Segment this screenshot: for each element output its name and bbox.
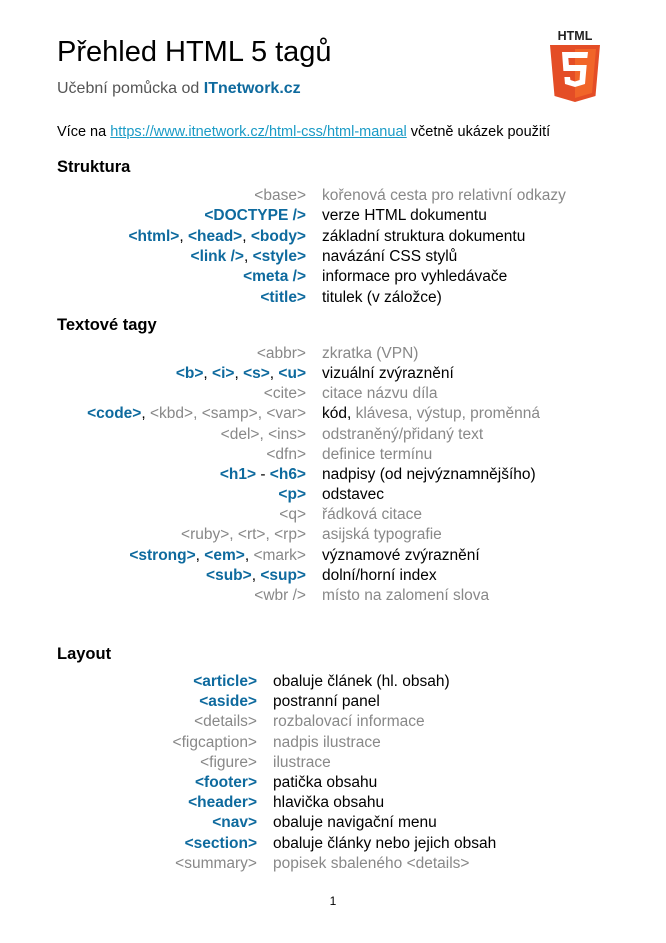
- logo-text: HTML: [557, 29, 593, 43]
- tag-description: [273, 854, 469, 874]
- tag-name: <summary>: [175, 854, 257, 872]
- description-text: titulek (v záložce): [322, 288, 442, 306]
- tag-name: <rp>: [274, 526, 306, 544]
- tag-description: [322, 404, 540, 424]
- tag-description: [322, 485, 384, 505]
- description-text: základní struktura dokumentu: [322, 227, 526, 245]
- tag-list: [129, 546, 306, 566]
- tag-row: [0, 485, 666, 505]
- tag-name: <rt>: [237, 526, 266, 544]
- tag-list: [206, 566, 306, 586]
- tag-description: [322, 267, 507, 287]
- tag-list: [243, 267, 306, 287]
- tag-name: <b>: [175, 365, 204, 383]
- tag-description: [322, 505, 422, 525]
- tag-name: <sub>: [206, 566, 252, 584]
- brand-name: ITnetwork.cz: [203, 80, 301, 97]
- tag-list: [185, 834, 257, 854]
- tag-separator: ,: [179, 227, 188, 245]
- tag-description: [322, 186, 566, 206]
- tag-description: [322, 586, 489, 606]
- tag-name: <wbr />: [254, 586, 306, 604]
- more-info-suffix: včetně ukázek použití: [406, 124, 551, 140]
- tag-list: [188, 793, 257, 813]
- tag-name: <article>: [193, 673, 257, 690]
- tag-separator: ,: [229, 526, 238, 544]
- tag-list: [175, 854, 257, 874]
- description-text: dolní/horní index: [322, 566, 437, 584]
- tag-name: <q>: [279, 506, 306, 524]
- tag-row: [0, 854, 666, 874]
- tag-row: [0, 712, 666, 732]
- tag-separator: ,: [195, 546, 205, 564]
- tag-separator: ,: [141, 405, 150, 423]
- tag-row: [0, 773, 666, 793]
- section-title: Layout: [57, 645, 112, 663]
- subtitle: [57, 80, 301, 98]
- tag-list: [193, 672, 257, 692]
- tag-name: <details>: [194, 713, 257, 731]
- tag-row: [0, 525, 666, 545]
- description-text: informace pro vyhledávače: [322, 268, 508, 286]
- tag-separator: ,: [259, 425, 269, 443]
- tag-list: [87, 404, 306, 424]
- description-text: definice termínu: [322, 445, 433, 463]
- tag-list: [200, 753, 257, 773]
- tag-description: [273, 733, 381, 753]
- tag-separator: ,: [251, 566, 261, 584]
- html5-logo-icon: [548, 28, 602, 104]
- tag-name: <body>: [250, 227, 306, 245]
- tag-list: [199, 692, 257, 712]
- tag-list: [176, 364, 306, 384]
- more-info: [57, 124, 550, 140]
- description-text: obaluje články nebo jejich obsah: [273, 834, 497, 852]
- tag-separator: ,: [265, 526, 275, 544]
- tag-row: [0, 672, 666, 692]
- tag-name: <samp>: [201, 405, 258, 423]
- tag-separator: -: [256, 465, 270, 483]
- tag-name: <i>: [212, 365, 235, 383]
- tag-description: [322, 445, 432, 465]
- description-text: ilustrace: [273, 753, 331, 771]
- tag-description: [322, 364, 454, 384]
- description-text: významové zvýraznění: [322, 546, 480, 564]
- tag-list: [220, 465, 306, 485]
- tag-description: [322, 525, 442, 545]
- tag-row: [0, 425, 666, 445]
- tag-name: <ruby>: [181, 526, 230, 544]
- tag-description: [322, 247, 457, 267]
- tag-name: <var>: [266, 405, 306, 423]
- tag-row: [0, 505, 666, 525]
- tag-row: [0, 288, 666, 308]
- tag-name: <h6>: [269, 465, 306, 483]
- tag-name: <h1>: [219, 465, 257, 483]
- description-text: kořenová cesta pro relativní odkazy: [322, 187, 566, 204]
- description-text: nadpisy (od nejvýznamnějšího): [322, 465, 536, 483]
- tag-name: <footer>: [194, 774, 257, 791]
- tag-description: [322, 546, 480, 566]
- tag-row: [0, 344, 666, 364]
- tag-name: <section>: [184, 834, 257, 852]
- tag-list: [212, 813, 257, 833]
- tag-row: [0, 793, 666, 813]
- tag-separator: ,: [243, 247, 253, 265]
- tag-name: <abbr>: [256, 345, 306, 362]
- tag-row: [0, 267, 666, 287]
- tag-name: <mark>: [253, 546, 306, 564]
- description-text: řádková citace: [322, 506, 422, 524]
- tag-description: [273, 672, 450, 692]
- tag-row: [0, 586, 666, 606]
- tag-list: [181, 525, 306, 545]
- tag-row: [0, 733, 666, 753]
- tag-separator: ,: [203, 365, 213, 383]
- tag-row: [0, 227, 666, 247]
- tag-list: [194, 712, 257, 732]
- tag-name: <p>: [278, 486, 306, 504]
- tag-name: <s>: [243, 365, 270, 383]
- description-text: citace názvu díla: [322, 385, 438, 403]
- description-text: kód,: [322, 405, 356, 423]
- tag-description: [322, 425, 483, 445]
- tag-name: <dfn>: [266, 445, 306, 463]
- page-title: Přehled HTML 5 tagů: [57, 36, 332, 68]
- description-text: obaluje navigační menu: [273, 814, 437, 832]
- tag-list: [279, 505, 306, 525]
- tag-name: <del>: [220, 425, 260, 443]
- description-text: patička obsahu: [273, 774, 378, 791]
- tag-description: [273, 834, 496, 854]
- section-title: Struktura: [57, 158, 131, 176]
- tag-name: <header>: [188, 794, 257, 812]
- tag-name: <meta />: [243, 268, 306, 286]
- tag-name: <nav>: [212, 814, 257, 832]
- tag-name: <em>: [204, 546, 245, 564]
- page-number: 1: [329, 894, 337, 908]
- tag-name: <aside>: [199, 693, 257, 711]
- tag-row: [0, 404, 666, 424]
- tag-separator: ,: [234, 365, 244, 383]
- tag-separator: ,: [244, 546, 254, 564]
- tag-description: [322, 206, 487, 226]
- tag-row: [0, 465, 666, 485]
- tag-list: [257, 344, 306, 364]
- tag-list: [266, 445, 306, 465]
- tag-separator: ,: [242, 227, 251, 245]
- tag-separator: ,: [269, 365, 279, 383]
- description-text: verze HTML dokumentu: [322, 207, 487, 225]
- tag-row: [0, 566, 666, 586]
- tag-row: [0, 692, 666, 712]
- tag-name: <strong>: [129, 546, 196, 564]
- description-text: navázání CSS stylů: [322, 247, 458, 265]
- tag-list: [191, 247, 306, 267]
- tag-name: <html>: [128, 227, 180, 245]
- tag-name: <head>: [187, 227, 243, 245]
- tag-list: [264, 384, 306, 404]
- tag-name: <sup>: [260, 566, 306, 584]
- tag-name: <kbd>: [149, 405, 194, 423]
- tag-description: [273, 712, 425, 732]
- description-text: odstraněný/přidaný text: [322, 425, 484, 443]
- tag-list: [204, 206, 306, 226]
- tag-description: [273, 753, 331, 773]
- tag-list: [195, 773, 257, 793]
- description-text: místo na zalomení slova: [322, 586, 490, 604]
- tag-row: [0, 546, 666, 566]
- description-text: postranní panel: [273, 693, 380, 711]
- tag-name: <style>: [252, 247, 306, 265]
- description-text: rozbalovací informace: [273, 713, 425, 731]
- tag-list: [260, 288, 306, 308]
- description-text: vizuální zvýraznění: [322, 365, 454, 383]
- tag-name: <DOCTYPE />: [204, 207, 306, 225]
- more-info-prefix: Více na: [57, 124, 111, 140]
- tag-separator: ,: [193, 405, 202, 423]
- tag-name: <figcaption>: [172, 733, 257, 751]
- tag-list: [254, 186, 306, 206]
- tag-description: [273, 813, 437, 833]
- tag-name: <title>: [260, 288, 306, 306]
- tag-row: [0, 247, 666, 267]
- subtitle-prefix: Učební pomůcka od: [57, 80, 204, 97]
- tag-row: [0, 834, 666, 854]
- tag-list: [129, 227, 307, 247]
- tag-list: [173, 733, 257, 753]
- tag-description: [273, 793, 384, 813]
- description-text: asijská typografie: [322, 526, 442, 544]
- description-text: obaluje článek (hl. obsah): [273, 673, 450, 690]
- tag-row: [0, 186, 666, 206]
- tag-list: [221, 425, 306, 445]
- tag-row: [0, 206, 666, 226]
- tag-description: [322, 344, 418, 364]
- tag-description: [273, 692, 380, 712]
- tag-row: [0, 813, 666, 833]
- tag-separator: ,: [257, 405, 267, 423]
- description-text: popisek sbaleného <details>: [273, 854, 470, 872]
- description-text: nadpis ilustrace: [273, 733, 381, 751]
- description-text: odstavec: [322, 486, 385, 504]
- tag-row: [0, 753, 666, 773]
- tag-description: [322, 227, 525, 247]
- tag-description: [322, 288, 442, 308]
- tag-description: [273, 773, 377, 793]
- tag-row: [0, 384, 666, 404]
- tag-name: <link />: [190, 247, 244, 265]
- manual-link[interactable]: https://www.itnetwork.cz/html-css/html-manual: [110, 124, 407, 140]
- description-text: hlavička obsahu: [273, 794, 385, 812]
- tag-name: <ins>: [268, 425, 306, 443]
- tag-description: [322, 384, 437, 404]
- tag-row: [0, 445, 666, 465]
- description-text-minor: klávesa, výstup, proměnná: [355, 405, 540, 423]
- tag-list: [254, 586, 306, 606]
- description-text: zkratka (VPN): [322, 345, 419, 362]
- tag-row: [0, 364, 666, 384]
- tag-list: [278, 485, 306, 505]
- tag-description: [322, 566, 437, 586]
- tag-name: <code>: [87, 405, 142, 423]
- section-title: Textové tagy: [57, 316, 157, 334]
- tag-name: <u>: [278, 365, 306, 383]
- tag-description: [322, 465, 536, 485]
- tag-name: <base>: [254, 187, 306, 204]
- tag-name: <figure>: [200, 753, 257, 771]
- tag-name: <cite>: [263, 385, 306, 403]
